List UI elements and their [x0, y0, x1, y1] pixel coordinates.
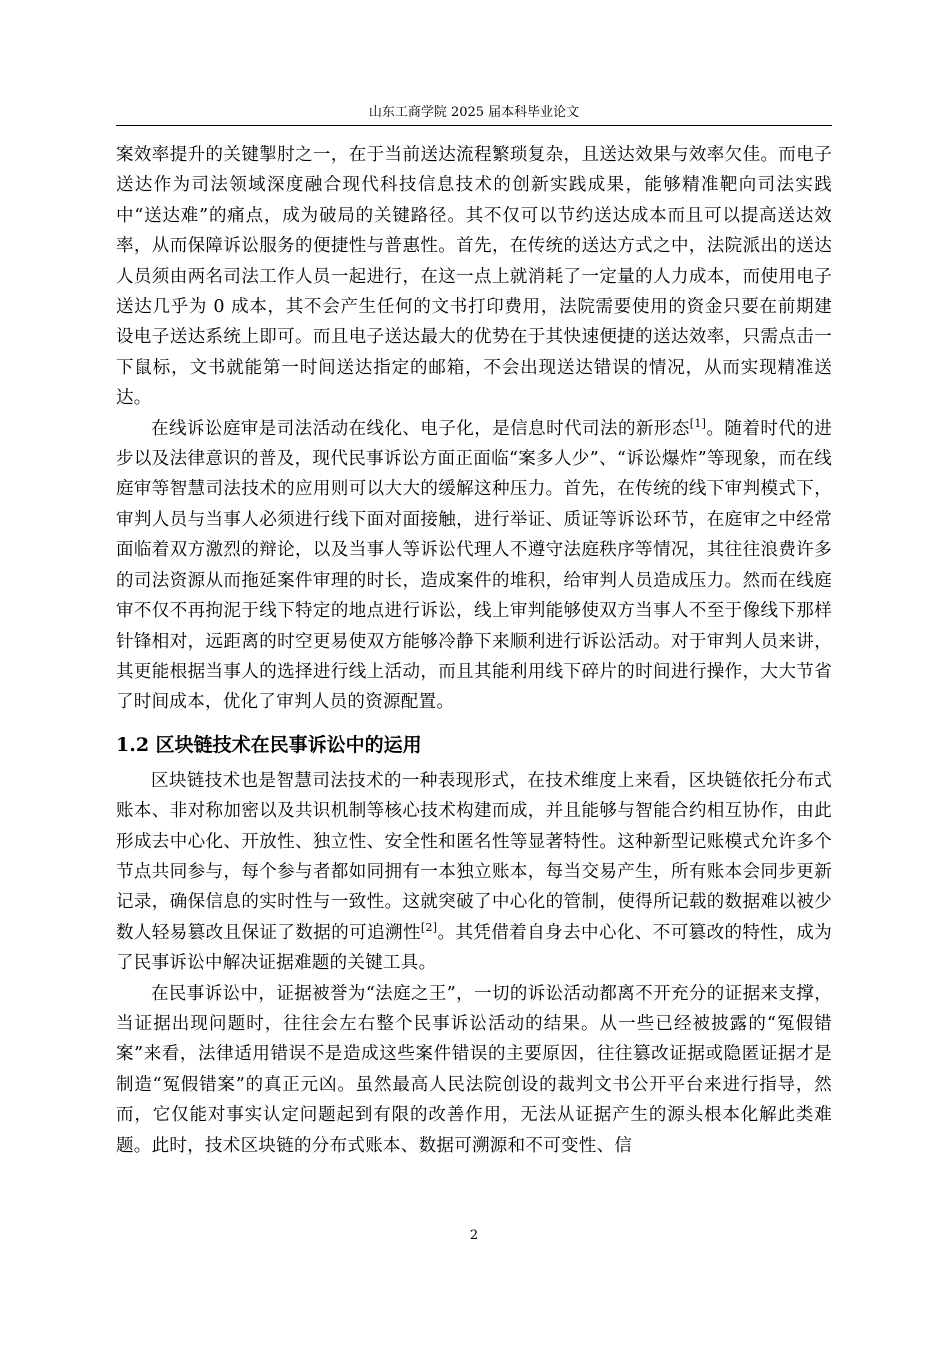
paragraph-text: 在线诉讼庭审是司法活动在线化、电子化，是信息时代司法的新形态 — [151, 418, 690, 439]
paragraph-text: 区块链技术也是智慧司法技术的一种表现形式，在技术维度上来看，区块链依托分布式账本、非对称加密以及共识机制等核心技术构建而成，并且能够与智能合约相互协作，由此形成去中心化、开放性、独立性、安全性和匿名性等显著特性。这种新型记账模式允许多个节点共同参与，每个参与者都如同拥有一本独立账本，每当交易产生，所有账本会同步更新记录，确保信息的实时性与一致性。这就突破了中心化的管制，使得所记载的数据难以被少数人轻易篡改且保证了数据的可追溯性 — [116, 770, 832, 943]
paragraph-blockchain — [116, 766, 832, 979]
running-header: 山东工商学院 2025 届本科毕业论文 — [368, 105, 580, 120]
paragraph-text-continued: 。随着时代的进步以及法律意识的普及，现代民事诉讼方面正面临“案多人少”、“诉讼爆炸”等现象，而在线庭审等智慧司法技术的应用则可以大大的缓解这种压力。首先，在传统的线下审判模式下，审判人员与当事人必须进行线下面对面接触，进行举证、质证等诉讼环节，在庭审之中经常面临着双方激烈的辩论，以及当事人等诉讼代理人不遵守法庭秩序等情况，其往往浪费许多的司法资源从而拖延案件审理的时长，造成案件的堆积，给审判人员造成压力。然而在线庭审不仅不再拘泥于线下特定的地点进行诉讼，线上审判能够使双方当事人不至于像线下那样针锋相对，远距离的时空更易使双方能够冷静下来顺利进行诉讼活动。对于审判人员来讲，其更能根据当事人的选择进行线上活动，而且其能利用线下碎片的时间进行操作，大大节省了时间成本，优化了审判人员的资源配置。 — [116, 418, 832, 713]
citation-2[interactable]: [2] — [420, 920, 438, 934]
paragraph-online-trial — [116, 414, 832, 718]
citation-1[interactable]: [1] — [689, 416, 707, 430]
section-heading: 1.2 区块链技术在民事诉讼中的运用 — [116, 733, 422, 756]
body-text — [116, 140, 832, 1161]
page-number: 2 — [469, 1228, 479, 1243]
paragraph-evidence: 在民事诉讼中，证据被誉为“法庭之王”，一切的诉讼活动都离不开充分的证据来支撑，当证据出现问题时，往往会左右整个民事诉讼活动的结果。从一些已经被披露的“冤假错案”来看，法律适用错误不是造成这些案件错误的主要原因，往往篡改证据或隐匿证据才是制造“冤假错案”的真正元凶。虽然最高人民法院创设的裁判文书公开平台来进行指导，然而，它仅能对事实认定问题起到有限的改善作用，无法从证据产生的源头根本化解此类难题。此时，技术区块链的分布式账本、数据可溯源和不可变性、信 — [116, 983, 832, 1156]
header-divider — [116, 125, 832, 126]
paragraph-text-continued: 。其凭借着自身去中心化、不可篡改的特性，成为了民事诉讼中解决证据难题的关键工具。 — [116, 922, 832, 974]
paragraph-electronic-service: 案效率提升的关键掣肘之一，在于当前送达流程繁琐复杂，且送达效果与效率欠佳。而电子送达作为司法领域深度融合现代科技信息技术的创新实践成果，能够精准靶向司法实践中“送达难”的痛点，成为破局的关键路径。其不仅可以节约送达成本而且可以提高送达效率，从而保障诉讼服务的便捷性与普惠性。首先，在传统的送达方式之中，法院派出的送达人员须由两名司法工作人员一起进行，在这一点上就消耗了一定量的人力成本，而使用电子送达几乎为 0 成本，其不会产生任何的文书打印费用，法院需要使用的资金只要在前期建设电子送达系统上即可。而且电子送达最大的优势在于其快速便捷的送达效率，只需点击一下鼠标，文书就能第一时间送达指定的邮箱，不会出现送达错误的情况，从而实现精准送达。 — [116, 145, 832, 409]
